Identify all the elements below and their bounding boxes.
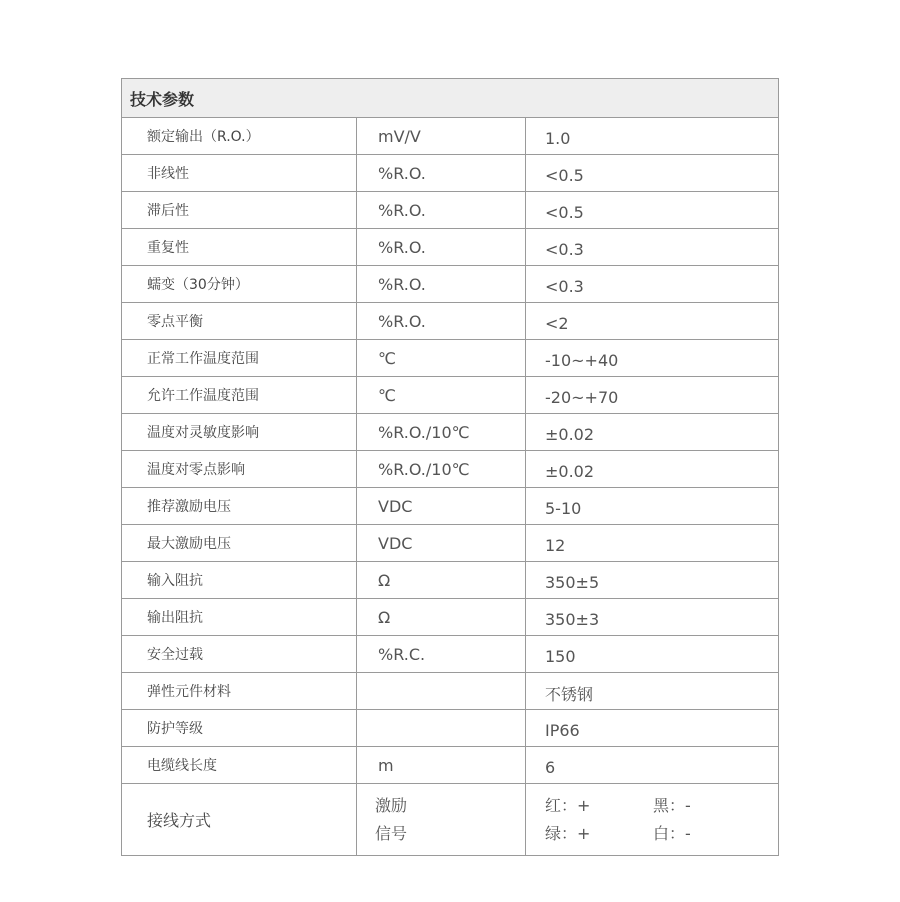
wire-green: 绿：+ <box>545 823 591 843</box>
unit-cell: %R.C. <box>357 636 526 672</box>
value-cell: <2 <box>545 313 569 333</box>
table-title: 技术参数 <box>130 89 195 109</box>
unit-cell <box>357 710 526 746</box>
param-cell: 蠕变（30分钟） <box>122 266 357 302</box>
param-cell: 电缆线长度 <box>122 747 357 783</box>
unit-cell <box>357 784 526 855</box>
table-row-wiring <box>122 784 778 855</box>
table-row <box>122 747 778 784</box>
table-row <box>122 525 778 562</box>
value-cell: 350±5 <box>545 572 600 592</box>
unit-cell <box>357 673 526 709</box>
value-cell: ±0.02 <box>545 461 595 481</box>
value-cell: -10~+40 <box>545 350 619 370</box>
param-cell: 弹性元件材料 <box>122 673 357 709</box>
unit-excitation: 激励 <box>375 795 408 815</box>
value-cell <box>526 784 778 855</box>
table-row <box>122 303 778 340</box>
param-cell: 滞后性 <box>122 192 357 228</box>
unit-cell: %R.O./10℃ <box>357 451 526 487</box>
table-row <box>122 488 778 525</box>
unit-cell: ℃ <box>357 377 526 413</box>
table-row <box>122 673 778 710</box>
table-row <box>122 636 778 673</box>
param-cell: 防护等级 <box>122 710 357 746</box>
value-cell: 1.0 <box>545 128 571 148</box>
table-header <box>122 79 778 118</box>
unit-cell: %R.O./10℃ <box>357 414 526 450</box>
table-row <box>122 710 778 747</box>
unit-cell: %R.O. <box>357 155 526 191</box>
value-cell: 350±3 <box>545 609 600 629</box>
table-row <box>122 599 778 636</box>
value-cell: 5-10 <box>545 498 582 518</box>
param-cell: 重复性 <box>122 229 357 265</box>
unit-cell: Ω <box>357 599 526 635</box>
param-cell: 最大激励电压 <box>122 525 357 561</box>
param-cell: 额定输出（R.O.） <box>122 118 357 154</box>
unit-cell: %R.O. <box>357 192 526 228</box>
wire-line-signal <box>545 820 691 848</box>
table-row <box>122 118 778 155</box>
table-row <box>122 155 778 192</box>
unit-cell: Ω <box>357 562 526 598</box>
unit-cell: m <box>357 747 526 783</box>
value-cell: <0.3 <box>545 239 584 259</box>
param-cell: 温度对灵敏度影响 <box>122 414 357 450</box>
value-cell: 6 <box>545 757 556 777</box>
param-cell: 正常工作温度范围 <box>122 340 357 376</box>
table-row <box>122 266 778 303</box>
param-cell: 输入阻抗 <box>122 562 357 598</box>
param-cell: 接线方式 <box>122 784 357 855</box>
value-cell: <0.3 <box>545 276 584 296</box>
value-cell: <0.5 <box>545 165 584 185</box>
unit-cell: ℃ <box>357 340 526 376</box>
table-row <box>122 414 778 451</box>
value-cell: IP66 <box>545 720 580 740</box>
table-row <box>122 562 778 599</box>
unit-signal: 信号 <box>375 823 408 843</box>
param-cell: 非线性 <box>122 155 357 191</box>
table-row <box>122 192 778 229</box>
value-cell: 150 <box>545 646 576 666</box>
spec-table <box>121 78 779 856</box>
param-cell: 温度对零点影响 <box>122 451 357 487</box>
table-row <box>122 340 778 377</box>
table-row <box>122 451 778 488</box>
param-cell: 允许工作温度范围 <box>122 377 357 413</box>
value-cell: -20~+70 <box>545 387 619 407</box>
table-row <box>122 377 778 414</box>
value-cell: 不锈钢 <box>545 684 594 704</box>
table-row <box>122 229 778 266</box>
unit-cell: VDC <box>357 488 526 524</box>
unit-cell: mV/V <box>357 118 526 154</box>
unit-cell: %R.O. <box>357 266 526 302</box>
wire-line-excitation <box>545 792 691 820</box>
param-cell: 输出阻抗 <box>122 599 357 635</box>
param-cell: 安全过载 <box>122 636 357 672</box>
unit-cell: %R.O. <box>357 303 526 339</box>
value-cell: <0.5 <box>545 202 584 222</box>
wire-white: 白：- <box>653 823 691 843</box>
unit-cell: %R.O. <box>357 229 526 265</box>
table-body <box>122 118 778 784</box>
unit-cell: VDC <box>357 525 526 561</box>
param-cell: 零点平衡 <box>122 303 357 339</box>
wire-black: 黑：- <box>653 795 691 815</box>
value-cell: ±0.02 <box>545 424 595 444</box>
param-cell: 推荐激励电压 <box>122 488 357 524</box>
value-cell: 12 <box>545 535 566 555</box>
wire-red: 红：+ <box>545 795 591 815</box>
